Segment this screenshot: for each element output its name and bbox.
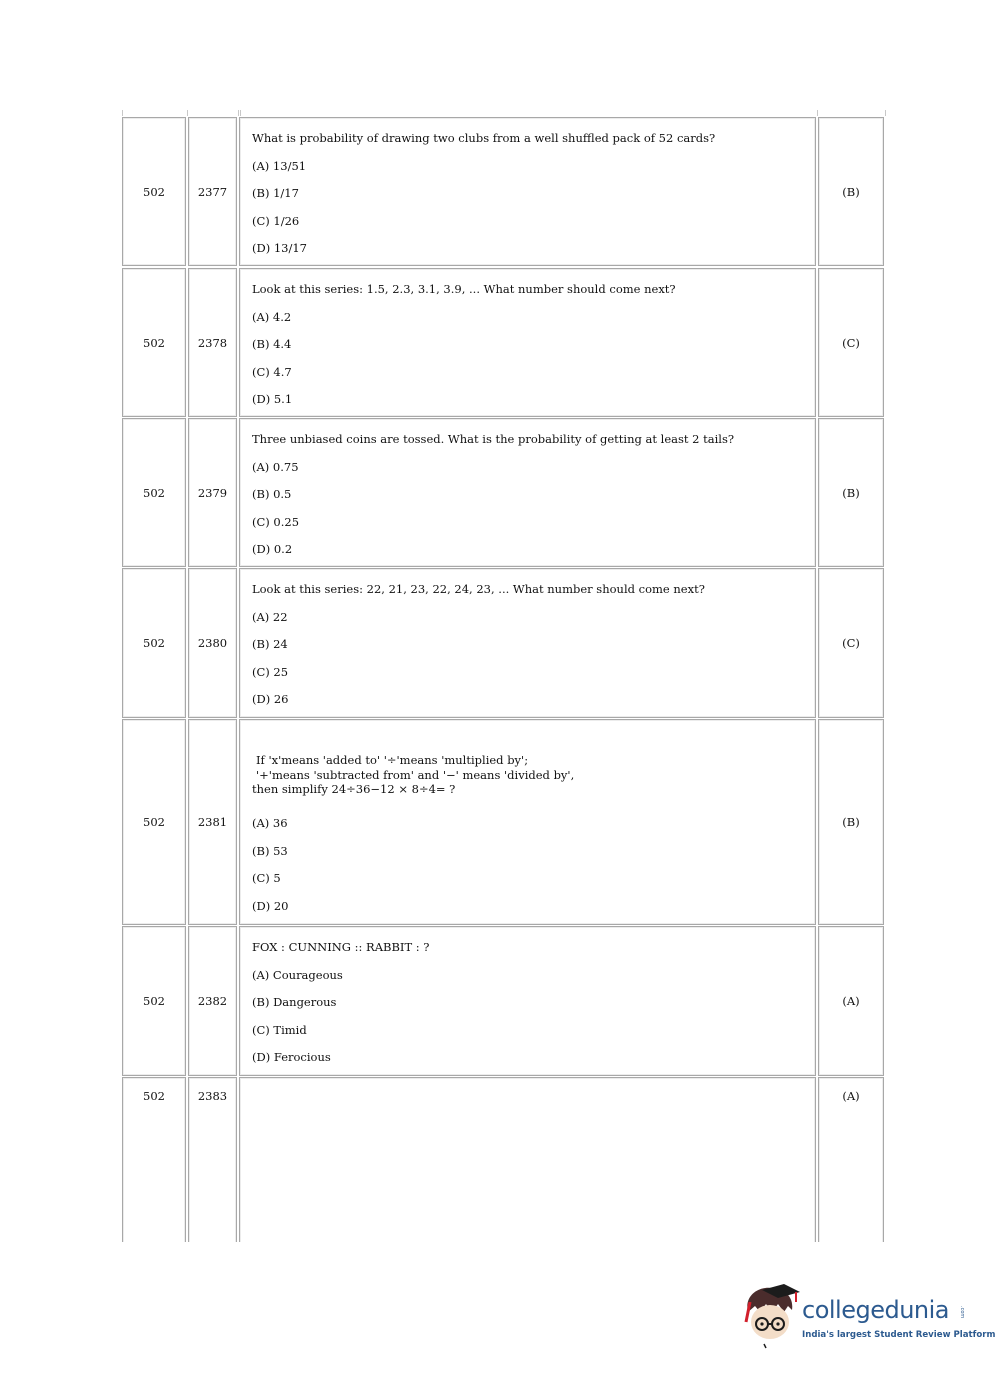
question-id-cell	[188, 1077, 237, 1242]
question-id-cell	[188, 117, 237, 266]
question-line-3: then simplify 24÷36−12 × 8÷4= ?	[252, 782, 456, 796]
answer-cell	[818, 1077, 884, 1242]
question-id-cell	[188, 926, 237, 1076]
column-stub	[238, 110, 239, 116]
option-d: (D) 26	[252, 692, 289, 707]
answer-cell	[818, 568, 884, 718]
paper-code: 502	[143, 185, 165, 199]
option-d: (D) Ferocious	[252, 1050, 331, 1065]
answer-key: (B)	[842, 815, 860, 829]
paper-code-cell	[122, 268, 186, 417]
paper-code: 502	[143, 486, 165, 500]
answer-key: (C)	[842, 336, 860, 350]
question-id-cell	[188, 268, 237, 417]
answer-key-table	[122, 110, 886, 1242]
option-d: (D) 20	[252, 898, 289, 913]
paper-code: 502	[143, 1089, 165, 1103]
answer-cell	[818, 926, 884, 1076]
option-b: (B) 0.5	[252, 487, 292, 502]
table-row	[122, 418, 886, 567]
option-c: (C) 1/26	[252, 213, 300, 228]
option-a: (A) 22	[252, 609, 288, 624]
option-b: (B) 1/17	[252, 186, 299, 201]
answer-key: (A)	[842, 994, 860, 1008]
question-id: 2381	[197, 815, 228, 829]
question-text: Look at this series: 22, 21, 23, 22, 24, 23, ... What number should come next?	[252, 582, 705, 596]
question-id: 2380	[197, 636, 228, 650]
paper-code: 502	[143, 815, 165, 829]
column-stub	[817, 110, 818, 116]
table-row	[122, 1077, 886, 1242]
question-text: What is probability of drawing two clubs from a well shuffled pack of 52 cards?	[252, 131, 716, 145]
answer-cell	[818, 117, 884, 266]
question-id: 2377	[197, 185, 228, 199]
column-stub	[240, 110, 241, 116]
question-cell	[239, 926, 816, 1076]
option-d: (D) 13/17	[252, 241, 307, 256]
option-c: (C) 5	[252, 871, 281, 886]
table-row	[122, 719, 886, 925]
question-cell	[239, 418, 816, 567]
column-stub	[187, 110, 188, 116]
question-cell	[239, 1077, 816, 1242]
option-d: (D) 5.1	[252, 392, 293, 407]
option-b: (B) 53	[252, 843, 288, 858]
answer-cell	[818, 418, 884, 567]
question-line-1: If 'x'means 'added to' '÷'means 'multiplied by';	[256, 753, 529, 767]
question-text: Three unbiased coins are tossed. What is the probability of getting at least 2 tails?	[252, 432, 735, 446]
question-cell	[239, 719, 816, 925]
paper-code-cell	[122, 568, 186, 718]
option-a: (A) 4.2	[252, 309, 292, 324]
question-cell	[239, 568, 816, 718]
table-row	[122, 568, 886, 718]
question-line-2: '+'means 'subtracted from' and '−' means 'divided by',	[256, 767, 575, 782]
question-id-cell	[188, 418, 237, 567]
option-b: (B) 24	[252, 637, 288, 652]
paper-code-cell	[122, 117, 186, 266]
collegedunia-logo[interactable]	[740, 1282, 996, 1352]
answer-key: (A)	[842, 1089, 860, 1103]
paper-code-cell	[122, 719, 186, 925]
answer-cell	[818, 719, 884, 925]
brand-name: collegedunia	[802, 1296, 950, 1324]
mascot-icon	[740, 1282, 802, 1352]
option-c: (C) 4.7	[252, 364, 292, 379]
option-a: (A) 0.75	[252, 459, 299, 474]
paper-code-cell	[122, 926, 186, 1076]
paper-code-cell	[122, 1077, 186, 1242]
question-id-cell	[188, 719, 237, 925]
question-id: 2383	[197, 1089, 228, 1103]
option-c: (C) 25	[252, 664, 289, 679]
option-a: (A) 13/51	[252, 158, 307, 173]
question-text: Look at this series: 1.5, 2.3, 3.1, 3.9, ... What number should come next?	[252, 282, 676, 296]
column-stub	[122, 110, 123, 116]
answer-cell	[818, 268, 884, 417]
question-id: 2379	[197, 486, 228, 500]
paper-code: 502	[143, 994, 165, 1008]
option-a: (A) 36	[252, 816, 288, 830]
option-c: (C) 0.25	[252, 514, 300, 529]
answer-key: (B)	[842, 486, 860, 500]
question-text: FOX : CUNNING :: RABBIT : ?	[252, 940, 430, 954]
paper-code: 502	[143, 636, 165, 650]
table-row	[122, 117, 886, 266]
paper-code: 502	[143, 336, 165, 350]
brand-tagline: India's largest Student Review Platform	[802, 1330, 996, 1340]
answer-key: (B)	[842, 185, 860, 199]
column-stub	[885, 110, 886, 116]
answer-key: (C)	[842, 636, 860, 650]
table-row	[122, 926, 886, 1076]
question-id-cell	[188, 568, 237, 718]
question-id: 2382	[197, 994, 228, 1008]
option-b: (B) 4.4	[252, 337, 292, 352]
option-b: (B) Dangerous	[252, 995, 337, 1010]
option-a: (A) Courageous	[252, 967, 343, 982]
table-row	[122, 268, 886, 417]
option-c: (C) Timid	[252, 1022, 307, 1037]
paper-code-cell	[122, 418, 186, 567]
option-d: (D) 0.2	[252, 542, 293, 557]
question-cell	[239, 268, 816, 417]
brand-domain-suffix: .com	[959, 1306, 965, 1319]
question-cell	[239, 117, 816, 266]
question-id: 2378	[197, 336, 228, 350]
